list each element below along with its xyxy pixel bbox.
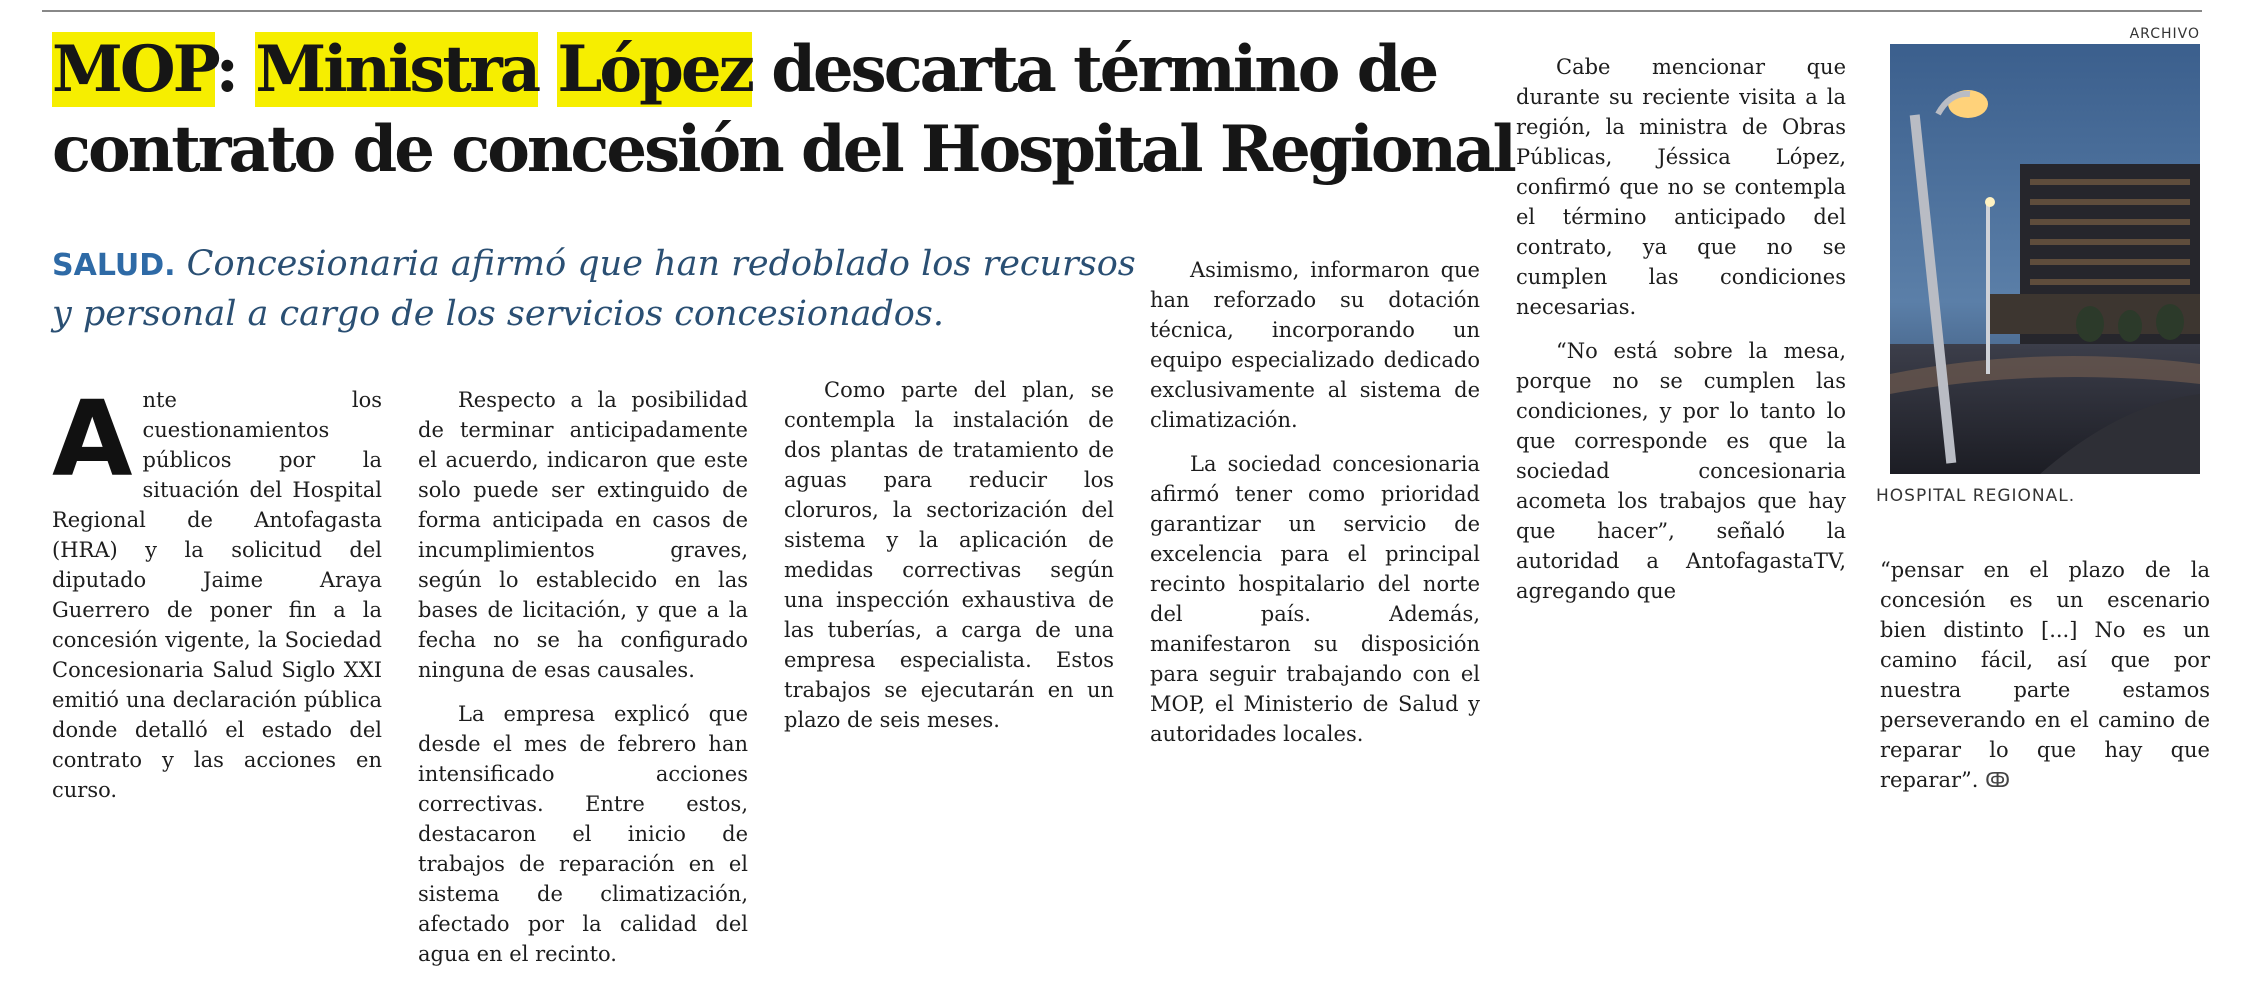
article-column-4 bbox=[1150, 255, 1480, 763]
drop-cap: A bbox=[52, 378, 133, 500]
article-column-3 bbox=[784, 378, 1114, 749]
headline-rest: descarta término de bbox=[751, 32, 1437, 107]
kicker-text: Concesionaria afirmó que han redoblado los recursos y personal a cargo de los servicios concesionados. bbox=[52, 244, 1136, 334]
end-mark-icon: ↂ bbox=[1985, 768, 2011, 792]
hospital-photo bbox=[1890, 44, 2200, 474]
paragraph-5: Asimismo, informaron que han reforzado su dotación técnica, incorporando un equipo especializado dedicado exclusivamente al sistema de climatización. bbox=[1150, 258, 1480, 432]
article-column-5 bbox=[1516, 52, 1846, 620]
headline-highlight-lopez: López bbox=[557, 32, 752, 107]
headline-line-2: contrato de concesión del Hospital Regional bbox=[52, 112, 1514, 187]
paragraph-9 bbox=[1880, 555, 2210, 795]
headline-highlight-mop: MOP bbox=[52, 32, 216, 107]
article-column-6 bbox=[1880, 555, 2210, 809]
headline bbox=[52, 30, 1514, 190]
paragraph-3: La empresa explicó que desde el mes de febrero han intensificado acciones correctivas. Entre estos, destacaron el inicio de trabajos de reparación en el sistema de climatización, afectado por la calidad del agua en el recinto. bbox=[418, 702, 748, 966]
headline-line-1 bbox=[52, 30, 1492, 110]
kicker bbox=[52, 240, 1142, 338]
paragraph-9-text: “pensar en el plazo de la concesión es un escenario bien distinto [...] No es un camino fácil, así que por nuestra parte estamos perseverando en el camino de reparar lo que hay que reparar”. bbox=[1880, 558, 2210, 792]
headline-colon: : bbox=[215, 32, 237, 107]
paragraph-7: Cabe mencionar que durante su reciente visita a la región, la ministra de Obras Públicas, Jéssica López, confirmó que no se contempla el término anticipado del contrato, ya que no se cumplen las condiciones necesarias. bbox=[1516, 55, 1846, 319]
paragraph-1 bbox=[52, 378, 382, 805]
paragraph-8: “No está sobre la mesa, porque no se cumplen las condiciones, y por lo tanto lo que corresponde es que la sociedad concesionaria acometa los trabajos que hay que hacer”, señaló la autoridad a AntofagastaTV, agregando que bbox=[1516, 339, 1846, 603]
paragraph-1-text: nte los cuestionamientos públicos por la situación del Hospital Regional de Antofagasta (HRA) y la solicitud del diputado Jaime Araya Guerrero de poner fin a la concesión vigente, la Sociedad Concesionaria Salud Siglo XXI emitió una declaración pública donde detalló el estado del contrato y las acciones en curso. bbox=[52, 388, 382, 802]
photo-credit: ARCHIVO bbox=[2129, 26, 2200, 42]
paragraph-6: La sociedad concesionaria afirmó tener como prioridad garantizar un servicio de excelencia para el principal recinto hospitalario del norte del país. Además, manifestaron su disposición para seguir trabajando con el MOP, el Ministerio de Salud y autoridades locales. bbox=[1150, 452, 1480, 746]
top-rule bbox=[42, 10, 2202, 12]
headline-highlight-ministra: Ministra bbox=[255, 32, 539, 107]
article-column-2 bbox=[418, 385, 748, 983]
section-label: SALUD. bbox=[52, 248, 176, 283]
hospital-night-photo-icon bbox=[1890, 44, 2200, 474]
article-column-1 bbox=[52, 378, 382, 819]
paragraph-4: Como parte del plan, se contempla la instalación de dos plantas de tratamiento de aguas para reducir los cloruros, la sectorización del sistema y la aplicación de medidas correctivas según una inspección exhaustiva de las tuberías, a carga de una empresa especialista. Estos trabajos se ejecutarán en un plazo de seis meses. bbox=[784, 378, 1114, 732]
photo-caption: HOSPITAL REGIONAL. bbox=[1876, 486, 2076, 506]
paragraph-2: Respecto a la posibilidad de terminar anticipadamente el acuerdo, indicaron que este solo puede ser extinguido de forma anticipada en casos de incumplimientos graves, según lo establecido en las bases de licitación, y que a la fecha no se ha configurado ninguna de esas causales. bbox=[418, 388, 748, 682]
